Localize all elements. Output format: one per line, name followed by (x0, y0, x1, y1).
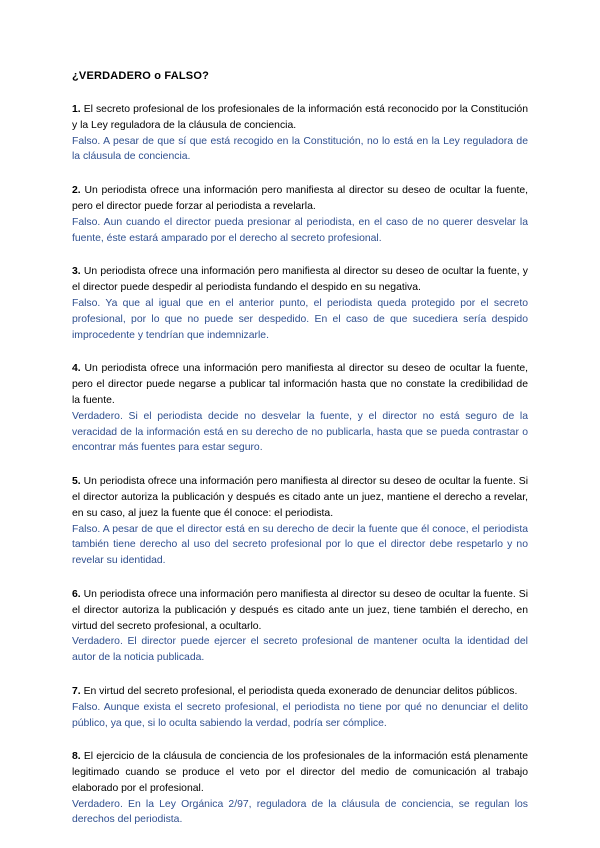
question-text (72, 587, 528, 634)
question-number: 4. (72, 363, 81, 375)
question-text (72, 474, 528, 521)
question-statement: Un periodista ofrece una información pero manifiesta al director su deseo de ocultar la fuente. Si el director autoriza la publicación y después es citado ante un juez, mantiene el derecho a revelar, en su caso, al juez la fuente que él conoce: el periodista. (72, 476, 528, 519)
question-statement: Un periodista ofrece una información pero manifiesta al director su deseo de ocultar la fuente, pero el director puede negarse a publicar tal información hasta que no constate la credibilidad de la fuente. (72, 363, 528, 406)
question-item-8 (72, 749, 528, 828)
question-statement: Un periodista ofrece una información pero manifiesta al director su deseo de ocultar la fuente. Si el director autoriza la publicación y después es citado ante un juez, tiene también el derecho, en virtud del secreto profesional, a ocultarlo. (72, 588, 528, 632)
answer-text: Falso. Ya que al igual que en el anterior punto, el periodista queda protegido por el secreto profesional, por lo que no puede ser despedido. En el caso de que sucediera sería despido improcedente y tendrían que indemnizarle. (72, 297, 528, 341)
question-text (72, 684, 528, 700)
question-text (72, 264, 528, 296)
answer-text: Falso. A pesar de que sí que está recogido en la Constitución, no lo está en la Ley reguladora de la cláusula de conciencia. (72, 135, 528, 163)
question-number: 6. (72, 588, 81, 600)
question-number: 1. (72, 104, 81, 115)
question-item-5 (72, 474, 528, 569)
question-statement: El ejercicio de la cláusula de conciencia de los profesionales de la información está plenamente legitimado cuando se produce el veto por el director del medio de comunicación al trabajo elaborado por el profesional. (72, 751, 529, 794)
question-statement: En virtud del secreto profesional, el periodista queda exonerado de denunciar delitos públicos. (83, 685, 518, 697)
question-text (72, 183, 528, 215)
question-text (72, 102, 528, 134)
answer-text: Falso. A pesar de que el director está en su derecho de decir la fuente que él conoce, el periodista también tiene derecho al uso del secreto profesional por lo que el director debe respetarlo y no revelar su identidad. (72, 523, 528, 567)
answer-text: Falso. Aun cuando el director pueda presionar al periodista, en el caso de no querer desvelar la fuente, éste estará amparado por el derecho al secreto profesional. (72, 216, 528, 244)
document-title: ¿VERDADERO o FALSO? (72, 70, 210, 82)
question-number: 7. (72, 685, 81, 697)
answer-text: Verdadero. El director puede ejercer el secreto profesional de mantener oculta la identidad del autor de la noticia publicada. (72, 636, 528, 664)
question-item-6 (72, 587, 528, 666)
question-number: 8. (72, 751, 81, 763)
question-statement: El secreto profesional de los profesionales de la información está reconocido por la Constitución y la Ley reguladora de la cláusula de conciencia. (72, 104, 528, 131)
question-number: 2. (72, 185, 81, 197)
answer-text: Verdadero. En la Ley Orgánica 2/97, reguladora de la cláusula de conciencia, se regulan los derechos del periodista. (72, 798, 528, 826)
question-statement: Un periodista ofrece una información pero manifiesta al director su deseo de ocultar la fuente, y el director puede despedir al periodista fundando el despido en su negativa. (72, 266, 528, 294)
question-number: 3. (72, 266, 81, 278)
question-number: 5. (72, 476, 81, 488)
question-item-3 (72, 264, 528, 343)
question-text (72, 749, 528, 796)
question-item-2 (72, 183, 528, 246)
answer-text: Verdadero. Si el periodista decide no desvelar la fuente, y el director no está seguro de la veracidad de la información está en su derecho de no publicarla, hasta que se pueda contrastar o encontrar más fuentes para estar seguro. (72, 410, 528, 454)
question-item-1 (72, 102, 528, 165)
question-statement: Un periodista ofrece una información pero manifiesta al director su deseo de ocultar la fuente, pero el director puede forzar al periodista a revelarla. (72, 185, 528, 212)
answer-text: Falso. Aunque exista el secreto profesional, el periodista no tiene por qué no denunciar el delito público, ya que, si lo oculta sabiendo la verdad, podría ser cómplice. (72, 701, 528, 729)
question-item-7 (72, 684, 528, 731)
question-text (72, 361, 528, 408)
question-item-4 (72, 361, 528, 456)
